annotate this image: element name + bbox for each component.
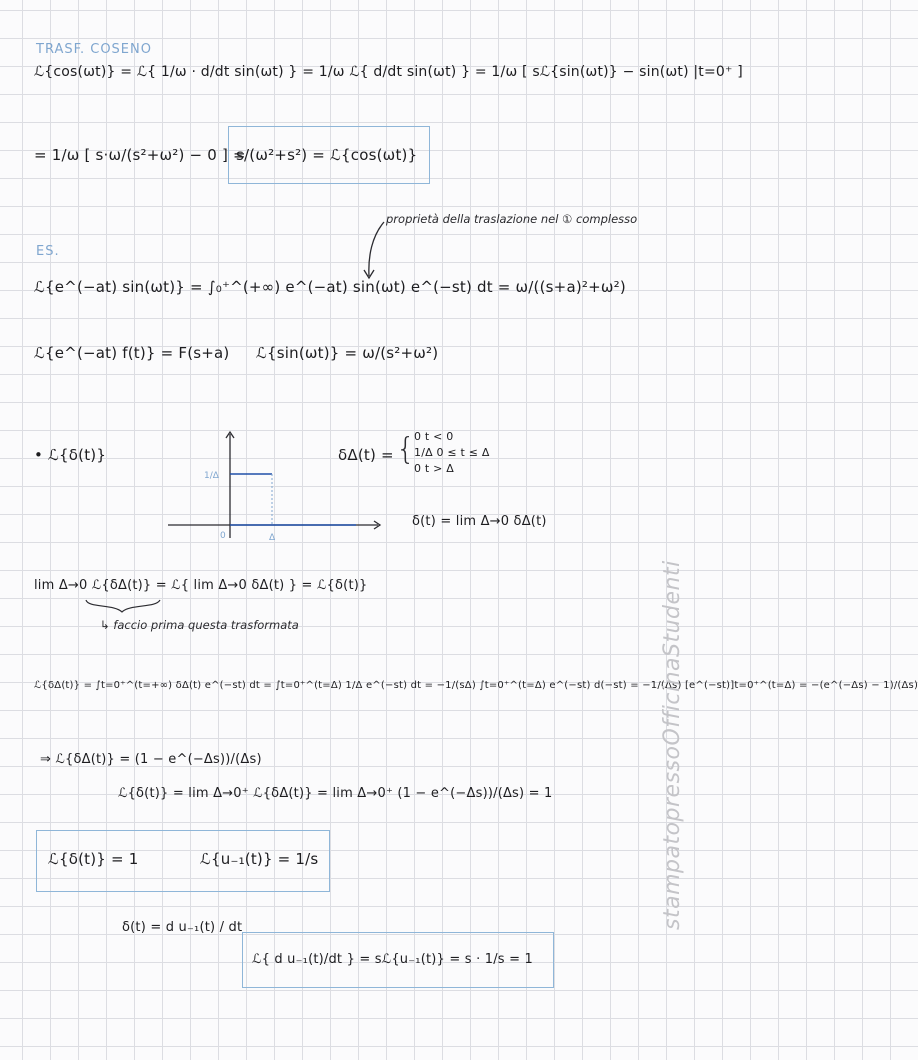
note-transform-first: ↳ faccio prima questa trasformata <box>100 618 299 632</box>
formula-integral-chain: ℒ{δΔ(t)} = ∫t=0⁺^(t=+∞) δΔ(t) e^(−st) dt = ∫t=0⁺^(t=Δ) 1/Δ e^(−st) dt = −1/(sΔ) ∫t=0⁺^(t=Δ) e^(−st) d(−st) = −1/(Δs) [e^(−st)]t=0⁺^(t=Δ) = −(e^(−Δs) − 1)/(Δs) <box>34 680 918 691</box>
formula-limit-swap: lim Δ→0 ℒ{δΔ(t)} = ℒ{ lim Δ→0 δΔ(t) } = ℒ{δ(t)} <box>34 578 368 593</box>
delta-section-title: • ℒ{δ(t)} <box>34 446 107 464</box>
formula-delta-limit: ℒ{δ(t)} = lim Δ→0⁺ ℒ{δΔ(t)} = lim Δ→0⁺ (1 − e^(−Δs))/(Δs) = 1 <box>118 786 553 801</box>
arrow-annotation <box>0 0 750 300</box>
boxed-delta-transform: ℒ{δ(t)} = 1 <box>48 850 139 868</box>
underbrace <box>84 598 164 618</box>
formula-delta-result: ⇒ ℒ{δΔ(t)} = (1 − e^(−Δs))/(Δs) <box>40 752 262 767</box>
heading-example: ES. <box>36 244 60 259</box>
x-tick-label: Δ <box>269 533 276 543</box>
y-tick-label: 1/Δ <box>204 471 219 481</box>
boxed-step-transform: ℒ{u₋₁(t)} = 1/s <box>200 850 319 868</box>
watermark-text: stampatopressoOfficinaStudenti <box>660 560 685 930</box>
heading-cosine: TRASF. COSENO <box>36 42 152 57</box>
delta-def-lhs: δΔ(t) = <box>338 446 394 464</box>
cases-brace: { <box>396 432 416 467</box>
formula-cos-line1: ℒ{cos(ωt)} = ℒ{ 1/ω · d/dt sin(ωt) } = 1/ω ℒ{ d/dt sin(ωt) } = 1/ω [ sℒ{sin(ωt)} − sin(ωt) |t=0⁺ ] <box>34 64 743 80</box>
delta-limit-def: δ(t) = lim Δ→0 δΔ(t) <box>412 514 547 529</box>
formula-cos-line2: = 1/ω [ s·ω/(s²+ω²) − 0 ] = <box>34 146 246 164</box>
formula-exp-sin: ℒ{e^(−at) sin(ωt)} = ∫₀⁺^(+∞) e^(−at) sin(ωt) e^(−st) dt = ω/((s+a)²+ω²) <box>34 278 626 296</box>
formula-shift-rule: ℒ{e^(−at) f(t)} = F(s+a) <box>34 344 230 362</box>
delta-case-3: 0 t > Δ <box>414 462 454 475</box>
formula-sin-rule: ℒ{sin(ωt)} = ω/(s²+ω²) <box>256 344 439 362</box>
boxed-derivative-transform: ℒ{ d u₋₁(t)/dt } = sℒ{u₋₁(t)} = s · 1/s = 1 <box>252 952 534 967</box>
delta-case-1: 0 t < 0 <box>414 430 454 443</box>
note-translation-property: proprietà della traslazione nel ① complesso <box>386 212 638 226</box>
formula-delta-derivative: δ(t) = d u₋₁(t) / dt <box>122 920 243 935</box>
origin-label: 0 <box>220 531 226 541</box>
formula-cos-boxed: s/(ω²+s²) = ℒ{cos(ωt)} <box>236 146 418 164</box>
delta-case-2: 1/Δ 0 ≤ t ≤ Δ <box>414 446 490 459</box>
